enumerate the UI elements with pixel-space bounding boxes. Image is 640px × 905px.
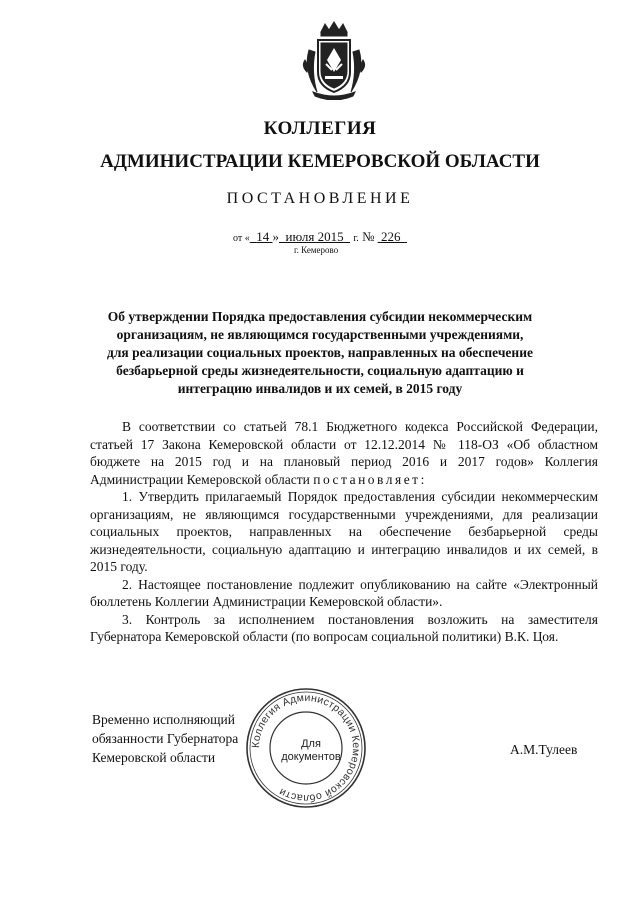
signatory-title-line1: Временно исполняющий	[92, 712, 235, 727]
signatory-name: А.М.Тулеев	[510, 742, 578, 757]
date-number-line	[0, 229, 640, 245]
document-number: 226	[380, 229, 401, 244]
org-title-line1: КОЛЛЕГИЯ	[263, 118, 377, 139]
document-type: ПОСТАНОВЛЕНИЕ	[226, 190, 414, 207]
document-body	[90, 418, 598, 646]
subject-line: безбарьерной среды жизнедеятельности, социальную адаптацию и	[116, 363, 524, 378]
decree-word: постановляет:	[313, 471, 427, 487]
org-title-line2: АДМИНИСТРАЦИИ КЕМЕРОВСКОЙ ОБЛАСТИ	[100, 151, 540, 172]
subject-line: Об утверждении Порядка предоставления субсидии некоммерческим	[107, 309, 533, 324]
subject-line: интеграцию инвалидов и их семей, в 2015 году	[177, 381, 463, 396]
date-year-suffix: г.	[353, 233, 359, 244]
city-label: г. Кемерово	[294, 245, 339, 255]
number-prefix: №	[362, 229, 375, 244]
stamp-ring-text: Коллегия Администрации Кемеровской области	[249, 691, 363, 805]
document-subject	[100, 308, 540, 398]
item-paragraph-3: 3. Контроль за исполнением постановления возложить на заместителя Губернатора Кемеровской области (по вопросам социальной политики) В.К. Цоя.	[90, 611, 598, 644]
stamp-center-line2: документов	[281, 751, 341, 763]
date-month-year: июля 2015	[285, 229, 344, 244]
item-paragraph-1: 1. Утвердить прилагаемый Порядок предоставления субсидии некоммерческим организациям, не являющимся государственными учреждениями, для реализации социальных проектов, направленных на обеспечение безбарьерной среды жизнедеятельности, социальную адаптацию и интеграцию инвалидов и их семей, в 2015 году.	[90, 489, 598, 574]
signatory-title-line3: Кемеровской области	[92, 750, 216, 765]
subject-line: организациям, не являющимся государственными учреждениями,	[116, 327, 524, 342]
date-mid: »	[272, 229, 280, 244]
signatory-title	[92, 710, 238, 767]
item-paragraph-2: 2. Настоящее постановление подлежит опубликованию на сайте «Электронный бюллетень Коллегии Администрации Кемеровской области».	[90, 576, 598, 609]
preamble-paragraph: В соответствии со статьей 78.1 Бюджетного кодекса Российской Федерации, статьей 17 Закона Кемеровской области от 12.12.2014 № 118-ОЗ «Об областном бюджете на 2015 год и на плановый период 2016 и 2017 годов» Коллегия Администрации Кемеровской области постановляет:	[90, 419, 598, 487]
date-prefix: от «	[233, 233, 250, 244]
date-day: 14	[256, 229, 270, 244]
signatory-title-line2: обязанности Губернатора	[92, 731, 239, 746]
stamp-center-line1: Для	[301, 738, 321, 750]
stamp-center-text	[281, 738, 341, 764]
subject-line: для реализации социальных проектов, направленных на обеспечение	[107, 345, 533, 360]
coat-of-arms-emblem	[299, 20, 369, 100]
